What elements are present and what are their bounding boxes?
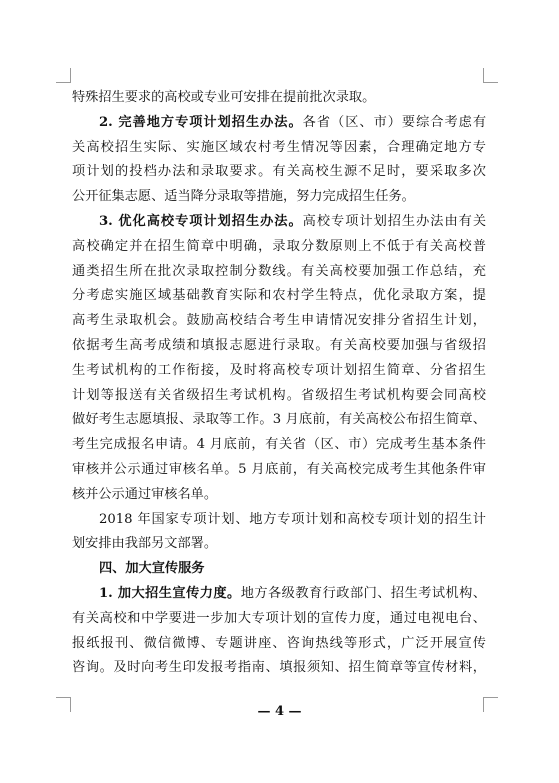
text-line: 公开征集志愿、适当降分录取等措施，努力完成招生任务。 xyxy=(72,189,415,205)
text-line: 3. 优化高校专项计划招生办法。高校专项计划招生办法由有关 xyxy=(99,213,487,229)
text-line: 依据考生高考成绩和填报志愿进行录取。有关高校要加强与省级招 xyxy=(72,337,486,353)
text-line: 生考试机构的工作衔接，及时将高校专项计划招生简章、分省招生 xyxy=(72,362,486,378)
crop-mark-top-right xyxy=(483,68,498,83)
text-line: 计划等报送有关省级招生考试机构。省级招生考试机构要会同高校 xyxy=(72,387,486,403)
text-line: 考生完成报名申请。4 月底前，有关省（区、市）完成考生基本条件 xyxy=(72,437,486,453)
text-line: 特殊招生要求的高校或专业可安排在提前批次录取。 xyxy=(72,90,376,105)
text-line: 通类招生所在批次录取控制分数线。有关高校要加强工作总结，充 xyxy=(72,263,486,279)
text-line: 项计划的投档办法和录取要求。有关高校生源不足时，要采取多次 xyxy=(72,164,486,180)
text-line: 高考生录取机会。鼓励高校结合考生申请情况安排分省招生计划， xyxy=(72,313,486,329)
text-line: 核并公示通过审核名单。 xyxy=(72,486,218,502)
page-number: — 4 — xyxy=(257,704,302,719)
section-heading: 四、加大宣传服务 xyxy=(99,561,205,577)
text-line: 1. 加大招生宣传力度。地方各级教育行政部门、招生考试机构、 xyxy=(99,585,487,601)
text-line: 划安排由我部另文部署。 xyxy=(72,536,218,552)
text-line: 关高校招生实际、实施区域农村考生情况等因素，合理确定地方专 xyxy=(72,139,486,155)
text-line: 2018 年国家专项计划、地方专项计划和高校专项计划的招生计 xyxy=(99,511,486,527)
text-line: 报纸报刊、微信微博、专题讲座、咨询热线等形式，广泛开展宣传 xyxy=(72,635,486,651)
text-line: 高校确定并在招生简章中明确，录取分数原则上不低于有关高校普 xyxy=(72,238,486,254)
text-line: 咨询。及时向考生印发报考指南、填报须知、招生简章等宣传材料， xyxy=(72,660,486,676)
text-line: 分考虑实施区域基础教育实际和农村学生特点，优化录取方案，提 xyxy=(72,288,486,304)
text-line: 有关高校和中学要进一步加大专项计划的宣传力度，通过电视电台、 xyxy=(72,610,486,626)
crop-mark-top-left xyxy=(56,68,71,83)
text-line: 审核并公示通过审核名单。5 月底前，有关高校完成考生其他条件审 xyxy=(72,461,486,477)
text-line: 2. 完善地方专项计划招生办法。各省（区、市）要综合考虑有 xyxy=(99,114,487,130)
body-text xyxy=(72,86,486,681)
text-line: 做好考生志愿填报、录取等工作。3 月底前，有关高校公布招生简章、 xyxy=(72,412,486,428)
